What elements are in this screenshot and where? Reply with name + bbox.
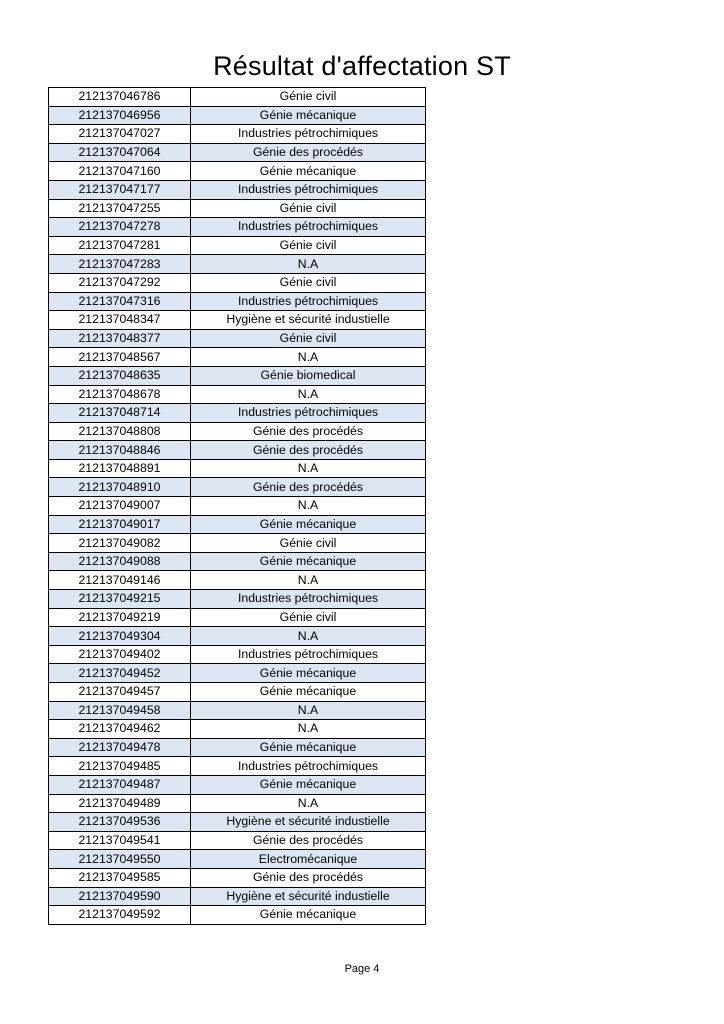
specialty-cell: Génie mécanique bbox=[191, 906, 426, 925]
table-row bbox=[49, 794, 426, 813]
student-id-cell: 212137049590 bbox=[49, 887, 191, 906]
table-row bbox=[49, 757, 426, 776]
table-row bbox=[49, 404, 426, 423]
specialty-cell: N.A bbox=[191, 701, 426, 720]
student-id-cell: 212137046956 bbox=[49, 106, 191, 125]
student-id-cell: 212137049082 bbox=[49, 534, 191, 553]
student-id-cell: 212137047064 bbox=[49, 143, 191, 162]
table-row bbox=[49, 422, 426, 441]
table-row bbox=[49, 218, 426, 237]
student-id-cell: 212137048714 bbox=[49, 404, 191, 423]
table-row bbox=[49, 664, 426, 683]
student-id-cell: 212137048347 bbox=[49, 311, 191, 330]
specialty-cell: Génie des procédés bbox=[191, 831, 426, 850]
student-id-cell: 212137049592 bbox=[49, 906, 191, 925]
student-id-cell: 212137047292 bbox=[49, 273, 191, 292]
specialty-cell: N.A bbox=[191, 720, 426, 739]
student-id-cell: 212137049007 bbox=[49, 497, 191, 516]
student-id-cell: 212137049452 bbox=[49, 664, 191, 683]
student-id-cell: 212137049536 bbox=[49, 813, 191, 832]
specialty-cell: Génie des procédés bbox=[191, 441, 426, 460]
table-row bbox=[49, 868, 426, 887]
student-id-cell: 212137049485 bbox=[49, 757, 191, 776]
table-row bbox=[49, 385, 426, 404]
table-row bbox=[49, 590, 426, 609]
table-row bbox=[49, 459, 426, 478]
student-id-cell: 212137047255 bbox=[49, 199, 191, 218]
table-row bbox=[49, 608, 426, 627]
student-id-cell: 212137049088 bbox=[49, 552, 191, 571]
specialty-cell: Génie civil bbox=[191, 273, 426, 292]
assignment-table bbox=[48, 87, 426, 925]
specialty-cell: Génie mécanique bbox=[191, 683, 426, 702]
student-id-cell: 212137049541 bbox=[49, 831, 191, 850]
table-row bbox=[49, 441, 426, 460]
specialty-cell: Génie civil bbox=[191, 534, 426, 553]
specialty-cell: Génie mécanique bbox=[191, 664, 426, 683]
specialty-cell: Industries pétrochimiques bbox=[191, 590, 426, 609]
table-row bbox=[49, 311, 426, 330]
table-row bbox=[49, 571, 426, 590]
student-id-cell: 212137049219 bbox=[49, 608, 191, 627]
table-row bbox=[49, 366, 426, 385]
student-id-cell: 212137049462 bbox=[49, 720, 191, 739]
student-id-cell: 212137048846 bbox=[49, 441, 191, 460]
specialty-cell: Génie mécanique bbox=[191, 738, 426, 757]
specialty-cell: Génie civil bbox=[191, 329, 426, 348]
specialty-cell: N.A bbox=[191, 385, 426, 404]
specialty-cell: Génie civil bbox=[191, 88, 426, 107]
student-id-cell: 212137047027 bbox=[49, 125, 191, 144]
specialty-cell: Génie mécanique bbox=[191, 552, 426, 571]
table-row bbox=[49, 273, 426, 292]
table-row bbox=[49, 627, 426, 646]
student-id-cell: 212137048891 bbox=[49, 459, 191, 478]
specialty-cell: N.A bbox=[191, 794, 426, 813]
student-id-cell: 212137047283 bbox=[49, 255, 191, 274]
specialty-cell: Hygiène et sécurité industielle bbox=[191, 311, 426, 330]
student-id-cell: 212137048635 bbox=[49, 366, 191, 385]
table-row bbox=[49, 850, 426, 869]
specialty-cell: N.A bbox=[191, 497, 426, 516]
page-number: Page 4 bbox=[344, 963, 380, 975]
specialty-cell: Industries pétrochimiques bbox=[191, 292, 426, 311]
specialty-cell: Génie biomedical bbox=[191, 366, 426, 385]
specialty-cell: Industries pétrochimiques bbox=[191, 125, 426, 144]
student-id-cell: 212137047278 bbox=[49, 218, 191, 237]
table-row bbox=[49, 701, 426, 720]
specialty-cell: Industries pétrochimiques bbox=[191, 404, 426, 423]
table-row bbox=[49, 497, 426, 516]
student-id-cell: 212137049402 bbox=[49, 645, 191, 664]
table-row bbox=[49, 88, 426, 107]
specialty-cell: Industries pétrochimiques bbox=[191, 757, 426, 776]
table-row bbox=[49, 329, 426, 348]
page-title: Résultat d'affectation ST bbox=[213, 51, 511, 81]
student-id-cell: 212137048377 bbox=[49, 329, 191, 348]
student-id-cell: 212137047160 bbox=[49, 162, 191, 181]
table-row bbox=[49, 887, 426, 906]
specialty-cell: Génie mécanique bbox=[191, 162, 426, 181]
table-body bbox=[49, 88, 426, 925]
table-row bbox=[49, 534, 426, 553]
specialty-cell: Génie des procédés bbox=[191, 422, 426, 441]
student-id-cell: 212137049458 bbox=[49, 701, 191, 720]
specialty-cell: Industries pétrochimiques bbox=[191, 645, 426, 664]
table-row bbox=[49, 478, 426, 497]
specialty-cell: Hygiène et sécurité industielle bbox=[191, 887, 426, 906]
table-row bbox=[49, 738, 426, 757]
student-id-cell: 212137048808 bbox=[49, 422, 191, 441]
student-id-cell: 212137048567 bbox=[49, 348, 191, 367]
table-row bbox=[49, 125, 426, 144]
specialty-cell: N.A bbox=[191, 571, 426, 590]
specialty-cell: N.A bbox=[191, 627, 426, 646]
specialty-cell: Génie des procédés bbox=[191, 143, 426, 162]
student-id-cell: 212137048910 bbox=[49, 478, 191, 497]
specialty-cell: N.A bbox=[191, 255, 426, 274]
table-row bbox=[49, 775, 426, 794]
student-id-cell: 212137049304 bbox=[49, 627, 191, 646]
specialty-cell: Hygiène et sécurité industielle bbox=[191, 813, 426, 832]
student-id-cell: 212137048678 bbox=[49, 385, 191, 404]
table-row bbox=[49, 348, 426, 367]
student-id-cell: 212137049017 bbox=[49, 515, 191, 534]
student-id-cell: 212137049489 bbox=[49, 794, 191, 813]
student-id-cell: 212137046786 bbox=[49, 88, 191, 107]
student-id-cell: 212137049487 bbox=[49, 775, 191, 794]
table-row bbox=[49, 292, 426, 311]
student-id-cell: 212137047281 bbox=[49, 236, 191, 255]
student-id-cell: 212137049550 bbox=[49, 850, 191, 869]
student-id-cell: 212137047316 bbox=[49, 292, 191, 311]
table-row bbox=[49, 162, 426, 181]
student-id-cell: 212137049457 bbox=[49, 683, 191, 702]
table-row bbox=[49, 552, 426, 571]
specialty-cell: N.A bbox=[191, 348, 426, 367]
table-row bbox=[49, 199, 426, 218]
student-id-cell: 212137049146 bbox=[49, 571, 191, 590]
specialty-cell: Industries pétrochimiques bbox=[191, 180, 426, 199]
table-row bbox=[49, 813, 426, 832]
table-row bbox=[49, 143, 426, 162]
specialty-cell: Génie mécanique bbox=[191, 775, 426, 794]
table-row bbox=[49, 180, 426, 199]
table-row bbox=[49, 255, 426, 274]
specialty-cell: Génie civil bbox=[191, 199, 426, 218]
table-row bbox=[49, 645, 426, 664]
specialty-cell: Génie civil bbox=[191, 236, 426, 255]
student-id-cell: 212137049478 bbox=[49, 738, 191, 757]
table-row bbox=[49, 515, 426, 534]
table-row bbox=[49, 831, 426, 850]
student-id-cell: 212137047177 bbox=[49, 180, 191, 199]
specialty-cell: Industries pétrochimiques bbox=[191, 218, 426, 237]
student-id-cell: 212137049215 bbox=[49, 590, 191, 609]
table-row bbox=[49, 106, 426, 125]
specialty-cell: Electromécanique bbox=[191, 850, 426, 869]
table-row bbox=[49, 720, 426, 739]
specialty-cell: N.A bbox=[191, 459, 426, 478]
specialty-cell: Génie mécanique bbox=[191, 515, 426, 534]
table-row bbox=[49, 683, 426, 702]
specialty-cell: Génie des procédés bbox=[191, 478, 426, 497]
student-id-cell: 212137049585 bbox=[49, 868, 191, 887]
specialty-cell: Génie mécanique bbox=[191, 106, 426, 125]
table-row bbox=[49, 236, 426, 255]
table-row bbox=[49, 906, 426, 925]
specialty-cell: Génie des procédés bbox=[191, 868, 426, 887]
specialty-cell: Génie civil bbox=[191, 608, 426, 627]
